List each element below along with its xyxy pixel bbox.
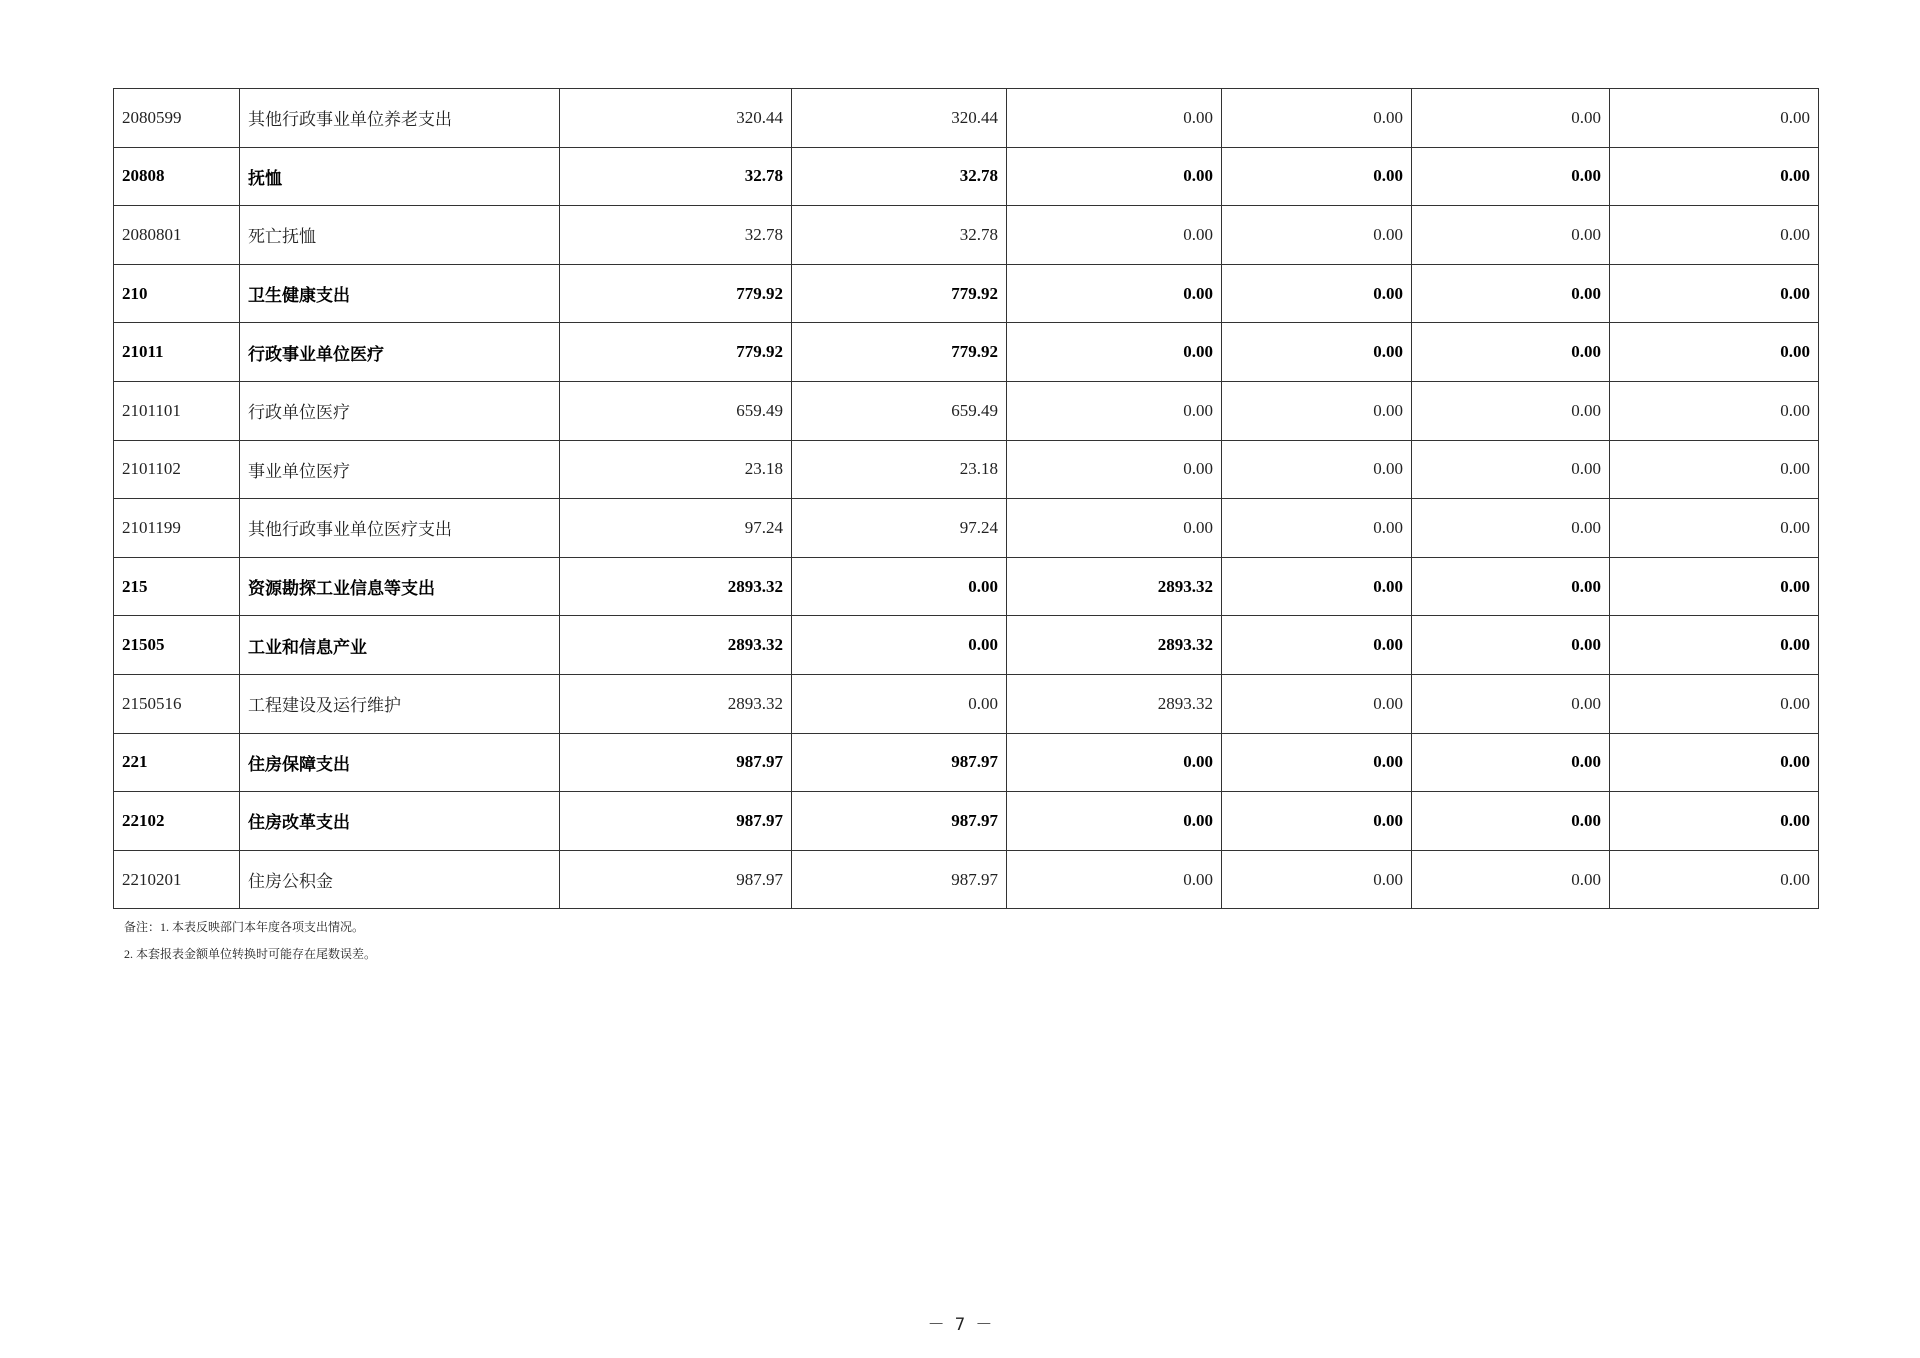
row-value: 0.00 xyxy=(1007,499,1222,558)
row-value: 0.00 xyxy=(1610,440,1819,499)
row-name: 行政事业单位医疗 xyxy=(240,323,560,382)
row-value: 23.18 xyxy=(560,440,792,499)
row-value: 2893.32 xyxy=(560,557,792,616)
row-value: 97.24 xyxy=(560,499,792,558)
row-code: 21011 xyxy=(114,323,240,382)
table-row xyxy=(114,206,1819,265)
row-value: 659.49 xyxy=(560,381,792,440)
row-value: 0.00 xyxy=(1007,440,1222,499)
table-row xyxy=(114,499,1819,558)
table-row xyxy=(114,89,1819,148)
row-name: 工业和信息产业 xyxy=(240,616,560,675)
row-value: 0.00 xyxy=(1610,264,1819,323)
expenditure-table xyxy=(113,88,1819,909)
row-value: 779.92 xyxy=(792,264,1007,323)
row-value: 0.00 xyxy=(1412,381,1610,440)
table-body xyxy=(114,89,1819,909)
note-line: 备注：1. 本表反映部门本年度各项支出情况。 xyxy=(124,920,365,934)
row-value: 0.00 xyxy=(1610,89,1819,148)
row-code: 2080801 xyxy=(114,206,240,265)
row-value: 0.00 xyxy=(1007,381,1222,440)
row-code: 20808 xyxy=(114,147,240,206)
row-value: 0.00 xyxy=(1007,792,1222,851)
row-value: 0.00 xyxy=(1610,733,1819,792)
row-value: 0.00 xyxy=(1610,206,1819,265)
table-row xyxy=(114,616,1819,675)
row-code: 22102 xyxy=(114,792,240,851)
row-value: 987.97 xyxy=(560,792,792,851)
note-line: 2. 本套报表金额单位转换时可能存在尾数误差。 xyxy=(124,947,377,961)
row-code: 2080599 xyxy=(114,89,240,148)
row-value: 320.44 xyxy=(792,89,1007,148)
row-value: 0.00 xyxy=(1610,557,1819,616)
row-value: 0.00 xyxy=(1412,733,1610,792)
table-row xyxy=(114,264,1819,323)
row-code: 221 xyxy=(114,733,240,792)
row-value: 987.97 xyxy=(560,733,792,792)
row-value: 987.97 xyxy=(560,850,792,909)
row-code: 2150516 xyxy=(114,674,240,733)
row-value: 2893.32 xyxy=(560,674,792,733)
notes xyxy=(124,914,376,968)
table-row xyxy=(114,850,1819,909)
row-name: 死亡抚恤 xyxy=(240,206,560,265)
row-value: 32.78 xyxy=(560,147,792,206)
table-row xyxy=(114,440,1819,499)
row-name: 资源勘探工业信息等支出 xyxy=(240,557,560,616)
table-row xyxy=(114,323,1819,382)
row-value: 0.00 xyxy=(1222,323,1412,382)
row-value: 779.92 xyxy=(560,264,792,323)
row-value: 0.00 xyxy=(1222,206,1412,265)
row-code: 210 xyxy=(114,264,240,323)
row-value: 0.00 xyxy=(1412,792,1610,851)
row-value: 23.18 xyxy=(792,440,1007,499)
row-value: 0.00 xyxy=(792,616,1007,675)
table-row xyxy=(114,557,1819,616)
row-value: 0.00 xyxy=(1610,499,1819,558)
row-value: 0.00 xyxy=(1412,674,1610,733)
row-value: 0.00 xyxy=(1007,733,1222,792)
row-value: 779.92 xyxy=(792,323,1007,382)
row-value: 0.00 xyxy=(1610,792,1819,851)
row-value: 0.00 xyxy=(1412,440,1610,499)
row-value: 0.00 xyxy=(1222,792,1412,851)
row-value: 0.00 xyxy=(1412,206,1610,265)
row-code: 2210201 xyxy=(114,850,240,909)
row-value: 0.00 xyxy=(1222,89,1412,148)
row-name: 其他行政事业单位医疗支出 xyxy=(240,499,560,558)
row-code: 2101199 xyxy=(114,499,240,558)
row-name: 抚恤 xyxy=(240,147,560,206)
row-value: 779.92 xyxy=(560,323,792,382)
row-value: 0.00 xyxy=(1007,850,1222,909)
row-value: 0.00 xyxy=(1007,323,1222,382)
row-value: 0.00 xyxy=(1412,557,1610,616)
row-value: 987.97 xyxy=(792,733,1007,792)
row-value: 0.00 xyxy=(1610,147,1819,206)
row-code: 215 xyxy=(114,557,240,616)
row-name: 事业单位医疗 xyxy=(240,440,560,499)
row-value: 0.00 xyxy=(1610,850,1819,909)
row-value: 0.00 xyxy=(1222,381,1412,440)
table-row xyxy=(114,147,1819,206)
row-value: 0.00 xyxy=(1412,850,1610,909)
row-code: 21505 xyxy=(114,616,240,675)
row-value: 659.49 xyxy=(792,381,1007,440)
row-value: 0.00 xyxy=(1007,147,1222,206)
row-value: 0.00 xyxy=(1412,89,1610,148)
row-name: 卫生健康支出 xyxy=(240,264,560,323)
row-value: 320.44 xyxy=(560,89,792,148)
row-value: 0.00 xyxy=(1007,89,1222,148)
row-value: 0.00 xyxy=(1222,147,1412,206)
row-value: 0.00 xyxy=(1007,206,1222,265)
row-value: 0.00 xyxy=(1412,147,1610,206)
row-name: 行政单位医疗 xyxy=(240,381,560,440)
row-value: 0.00 xyxy=(1412,616,1610,675)
table-row xyxy=(114,733,1819,792)
row-name: 住房公积金 xyxy=(240,850,560,909)
row-value: 0.00 xyxy=(792,674,1007,733)
row-value: 2893.32 xyxy=(1007,557,1222,616)
table-row xyxy=(114,792,1819,851)
row-name: 住房改革支出 xyxy=(240,792,560,851)
row-value: 2893.32 xyxy=(1007,616,1222,675)
row-value: 0.00 xyxy=(792,557,1007,616)
row-value: 0.00 xyxy=(1610,323,1819,382)
row-value: 987.97 xyxy=(792,792,1007,851)
row-code: 2101102 xyxy=(114,440,240,499)
row-value: 0.00 xyxy=(1412,323,1610,382)
row-value: 0.00 xyxy=(1610,616,1819,675)
page-number: － 7 － xyxy=(927,1315,993,1335)
row-value: 0.00 xyxy=(1222,264,1412,323)
row-value: 32.78 xyxy=(792,206,1007,265)
row-value: 0.00 xyxy=(1412,264,1610,323)
row-value: 0.00 xyxy=(1222,616,1412,675)
row-value: 0.00 xyxy=(1222,440,1412,499)
row-value: 0.00 xyxy=(1222,557,1412,616)
row-value: 0.00 xyxy=(1610,674,1819,733)
row-value: 32.78 xyxy=(560,206,792,265)
row-name: 其他行政事业单位养老支出 xyxy=(240,89,560,148)
row-value: 0.00 xyxy=(1222,499,1412,558)
row-value: 2893.32 xyxy=(1007,674,1222,733)
row-value: 0.00 xyxy=(1412,499,1610,558)
row-value: 0.00 xyxy=(1007,264,1222,323)
row-value: 0.00 xyxy=(1610,381,1819,440)
table-row xyxy=(114,381,1819,440)
row-value: 32.78 xyxy=(792,147,1007,206)
row-value: 0.00 xyxy=(1222,733,1412,792)
row-code: 2101101 xyxy=(114,381,240,440)
table-row xyxy=(114,674,1819,733)
row-value: 2893.32 xyxy=(560,616,792,675)
row-value: 987.97 xyxy=(792,850,1007,909)
row-value: 0.00 xyxy=(1222,674,1412,733)
row-value: 0.00 xyxy=(1222,850,1412,909)
row-name: 工程建设及运行维护 xyxy=(240,674,560,733)
row-name: 住房保障支出 xyxy=(240,733,560,792)
row-value: 97.24 xyxy=(792,499,1007,558)
